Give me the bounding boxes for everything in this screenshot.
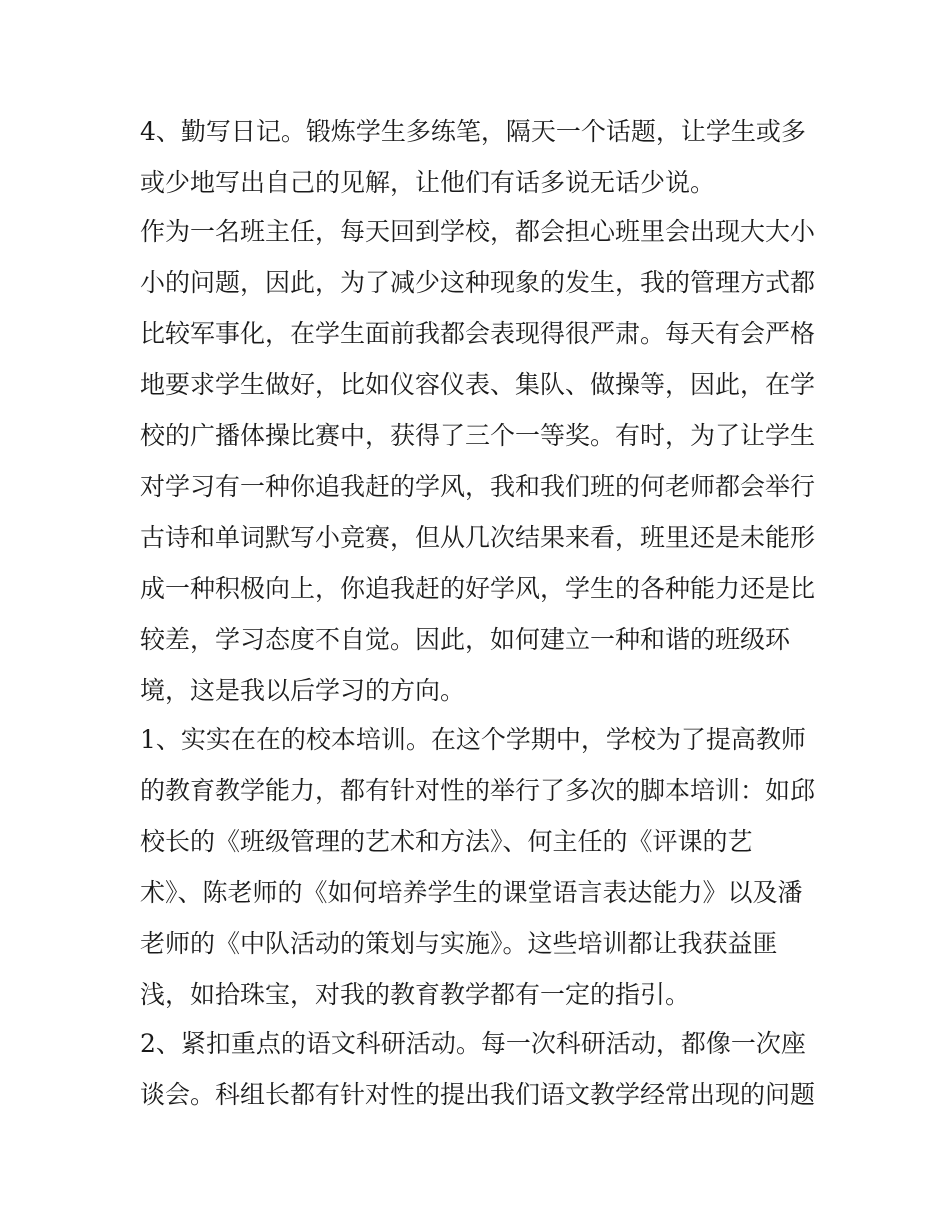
text-line: 1、实实在在的校本培训。在这个学期中，学校为了提高教师 [140,725,806,754]
text-line: 或少地写出自己的见解，让他们有话多说无话少说。 [140,168,716,197]
text-line: 谈会。科组长都有针对性的提出我们语文教学经常出现的问题 [140,1080,816,1109]
text-line: 较差，学习态度不自觉。因此，如何建立一种和谐的班级环 [140,625,791,654]
paragraph-school-training [140,714,820,1018]
text-line: 比较军事化，在学生面前我都会表现得很严肃。每天有会严格 [140,319,816,348]
text-line: 地要求学生做好，比如仪容仪表、集队、做操等，因此，在学 [140,370,816,399]
text-line: 作为一名班主任，每天回到学校，都会担心班里会出现大大小 [140,217,816,246]
paragraph-class-teacher [140,206,820,714]
text-line: 术》、陈老师的《如何培养学生的课堂语言表达能力》以及潘 [140,878,803,907]
text-line: 2、紧扣重点的语文科研活动。每一次科研活动，都像一次座 [140,1029,806,1058]
text-line: 古诗和单词默写小竞赛，但从几次结果来看，班里还是未能形 [140,523,816,552]
text-line: 老师的《中队活动的策划与实施》。这些培训都让我获益匪 [140,929,778,958]
paragraph-research-activity [140,1018,820,1120]
text-line: 对学习有一种你追我赶的学风，我和我们班的何老师都会举行 [140,472,816,501]
text-line: 小的问题，因此，为了减少这种现象的发生，我的管理方式都 [140,268,816,297]
text-line: 境，这是我以后学习的方向。 [140,676,466,705]
paragraph-diary [140,106,820,206]
text-line: 校长的《班级管理的艺术和方法》、何主任的《评课的艺 [140,827,753,856]
text-line: 的教育教学能力，都有针对性的举行了多次的脚本培训：如邱 [140,776,816,805]
text-line: 校的广播体操比赛中，获得了三个一等奖。有时，为了让学生 [140,421,816,450]
text-line: 浅，如拾珠宝，对我的教育教学都有一定的指引。 [140,980,691,1009]
text-line: 4、勤写日记。锻炼学生多练笔，隔天一个话题，让学生或多 [140,117,806,146]
text-line: 成一种积极向上，你追我赶的好学风，学生的各种能力还是比 [140,574,816,603]
document-body [140,106,820,1120]
